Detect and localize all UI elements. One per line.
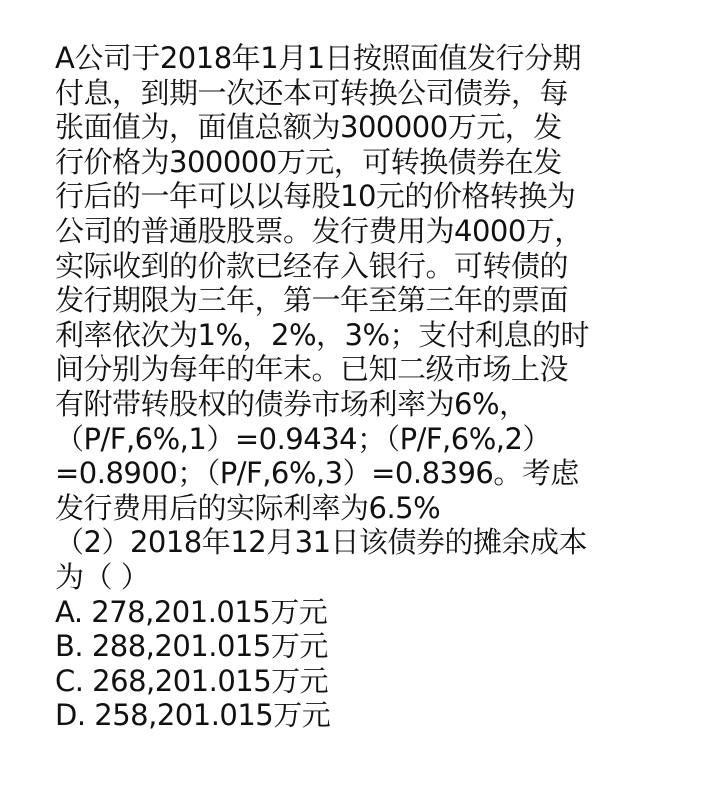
stem-line: 付息，到期一次还本可转换公司债券，每: [55, 75, 569, 110]
stem-line: 实际收到的价款已经存入银行。可转债的: [55, 248, 569, 283]
stem-line: 利率依次为1%，2%，3%；支付利息的时: [55, 317, 590, 352]
stem-line: （P/F,6%,1）=0.9434；（P/F,6%,2）: [55, 421, 551, 456]
option-a[interactable]: A. 278,201.015万元: [55, 594, 328, 629]
stem-line: 张面值为，面值总额为300000万元，发: [55, 110, 562, 145]
answer-options: [55, 595, 675, 733]
prompt-line: 为（ ）: [55, 559, 150, 594]
prompt-line: （2）2018年12月31日该债券的摊余成本: [55, 525, 588, 560]
stem-line: =0.8900；（P/F,6%,3）=0.8396。考虑: [55, 456, 579, 491]
stem-line: 间分别为每年的年末。已知二级市场上没: [55, 352, 569, 387]
stem-line: 有附带转股权的债券市场利率为6%，: [55, 386, 528, 421]
question-stem: [55, 41, 675, 525]
option-b[interactable]: B. 288,201.015万元: [55, 629, 328, 664]
option-c[interactable]: C. 268,201.015万元: [55, 663, 329, 698]
stem-line: 行价格为300000万元，可转换债券在发: [55, 144, 562, 179]
stem-line: 发行期限为三年，第一年至第三年的票面: [55, 283, 569, 318]
question-prompt: [55, 525, 675, 594]
question-document: [55, 41, 675, 733]
option-d[interactable]: D. 258,201.015万元: [55, 698, 331, 733]
stem-line: 发行费用后的实际利率为6.5%: [55, 490, 441, 525]
stem-line: A公司于2018年1月1日按照面值发行分期: [55, 41, 582, 75]
stem-line: 行后的一年可以以每股10元的价格转换为: [55, 179, 576, 214]
stem-line: 公司的普通股股票。发行费用为4000万，: [55, 213, 583, 248]
